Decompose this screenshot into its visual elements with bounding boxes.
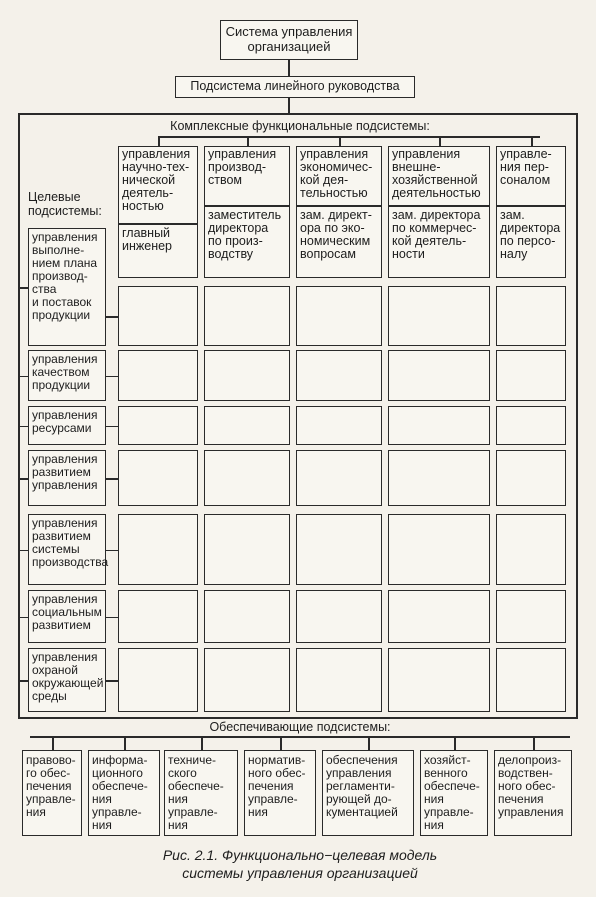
- grid-row-connector: [106, 376, 118, 378]
- complex-header-underline: [160, 136, 540, 138]
- complex-col-role: зам. директ- ора по эко- номическим вопросам: [300, 208, 372, 261]
- support-item-label: делопроиз- водствен- ного обес- печения управления: [498, 753, 564, 819]
- grid-cell: [204, 350, 290, 401]
- grid-cell: [118, 350, 198, 401]
- support-item-label: техниче- ского обеспече- ния управле- ния: [168, 753, 224, 832]
- complex-subsystems-header: Комплексные функциональные подсистемы:: [170, 119, 430, 133]
- target-row-connector: [19, 376, 28, 378]
- complex-col-role: зам. директора по персо- налу: [500, 208, 561, 261]
- target-row-connector: [19, 478, 28, 480]
- target-row-label: управления выполне- нием плана производ- ства и поставок продукции: [32, 230, 98, 322]
- grid-cell: [118, 590, 198, 643]
- target-row-label: управления охраной окружающей среды: [32, 650, 104, 703]
- support-header-line: [30, 736, 570, 738]
- target-row-connector: [19, 680, 28, 682]
- complex-col-connector: [439, 136, 441, 146]
- grid-cell: [496, 406, 566, 445]
- grid-cell: [204, 286, 290, 346]
- grid-cell: [296, 514, 382, 585]
- grid-cell: [496, 350, 566, 401]
- grid-cell: [496, 514, 566, 585]
- grid-row-connector: [106, 316, 118, 318]
- org-management-system-label: Система управления организацией: [225, 24, 353, 54]
- grid-cell: [118, 286, 198, 346]
- target-row-label: управления ресурсами: [32, 408, 98, 435]
- grid-cell: [388, 648, 490, 712]
- line-management-subsystem-label: Подсистема линейного руководства: [190, 79, 400, 93]
- grid-cell: [388, 406, 490, 445]
- grid-cell: [296, 286, 382, 346]
- outer-frame-bottom: [18, 717, 578, 719]
- target-row-connector: [19, 287, 28, 289]
- grid-cell: [496, 648, 566, 712]
- grid-cell: [296, 590, 382, 643]
- grid-cell: [496, 286, 566, 346]
- target-subsystems-header: Целевые подсистемы:: [28, 190, 102, 218]
- support-subsystems-header: Обеспечивающие подсистемы:: [209, 720, 391, 734]
- target-row-label: управления качеством продукции: [32, 352, 98, 392]
- complex-col-connector: [531, 136, 533, 146]
- support-connector: [124, 736, 126, 750]
- complex-col-connector: [339, 136, 341, 146]
- target-row-connector: [19, 550, 28, 552]
- support-connector: [368, 736, 370, 750]
- grid-cell: [204, 406, 290, 445]
- grid-cell: [118, 648, 198, 712]
- grid-cell: [496, 590, 566, 643]
- support-item-label: правово- го обес- печения управле- ния: [26, 753, 76, 819]
- grid-cell: [496, 450, 566, 506]
- support-connector: [533, 736, 535, 750]
- target-row-label: управления развитием системы производства: [32, 516, 109, 569]
- grid-cell: [388, 514, 490, 585]
- figure-caption: Рис. 2.1. Функционально−целевая модель системы управления организацией: [162, 847, 438, 881]
- outer-frame-right: [576, 113, 578, 718]
- grid-cell: [204, 648, 290, 712]
- target-row-connector: [19, 617, 28, 619]
- grid-cell: [296, 350, 382, 401]
- support-connector: [454, 736, 456, 750]
- grid-row-connector: [106, 680, 118, 682]
- support-item-label: информа- ционного обеспече- ния управле- ния: [92, 753, 148, 832]
- grid-cell: [388, 286, 490, 346]
- grid-row-connector: [106, 426, 118, 428]
- grid-cell: [296, 648, 382, 712]
- complex-col-role: главный инженер: [122, 226, 173, 253]
- complex-col-title: управления экономичес- кой дея- тельностью: [300, 147, 373, 200]
- grid-cell: [388, 450, 490, 506]
- grid-cell: [388, 350, 490, 401]
- support-item-label: хозяйст- венного обеспече- ния управле- ния: [424, 753, 480, 832]
- connector-line-to-outer: [288, 98, 290, 113]
- complex-col-title: управления производ- ством: [208, 147, 277, 187]
- complex-col-title: управления внешне- хозяйственной деятельностью: [392, 147, 481, 200]
- grid-row-connector: [106, 478, 118, 480]
- support-connector: [52, 736, 54, 750]
- grid-cell: [388, 590, 490, 643]
- grid-cell: [118, 450, 198, 506]
- grid-cell: [204, 450, 290, 506]
- outer-frame-top: [18, 113, 578, 115]
- grid-cell: [296, 406, 382, 445]
- target-row-label: управления развитием управления: [32, 452, 98, 492]
- grid-cell: [204, 514, 290, 585]
- grid-cell: [296, 450, 382, 506]
- support-item-label: обеспечения управления регламенти- рующей до- кументацией: [326, 753, 398, 819]
- grid-row-connector: [106, 550, 118, 552]
- complex-col-role: заместитель директора по произ- водству: [208, 208, 282, 261]
- connector-top-to-line: [288, 60, 290, 76]
- complex-col-connector: [247, 136, 249, 146]
- grid-cell: [118, 514, 198, 585]
- complex-col-role: зам. директора по коммерчес- кой деятель- ности: [392, 208, 481, 261]
- target-row-label: управления социальным развитием: [32, 592, 102, 632]
- support-item-label: норматив- ного обес- печения управле- ния: [248, 753, 306, 819]
- support-connector: [201, 736, 203, 750]
- grid-cell: [204, 590, 290, 643]
- target-row-connector: [19, 426, 28, 428]
- outer-frame-left: [18, 113, 20, 718]
- grid-cell: [118, 406, 198, 445]
- support-connector: [280, 736, 282, 750]
- complex-col-connector: [158, 136, 160, 146]
- complex-col-title: управления научно-тех- нической деятель- ностью: [122, 147, 191, 213]
- complex-col-title: управле- ния пер- соналом: [500, 147, 552, 187]
- grid-row-connector: [106, 617, 118, 619]
